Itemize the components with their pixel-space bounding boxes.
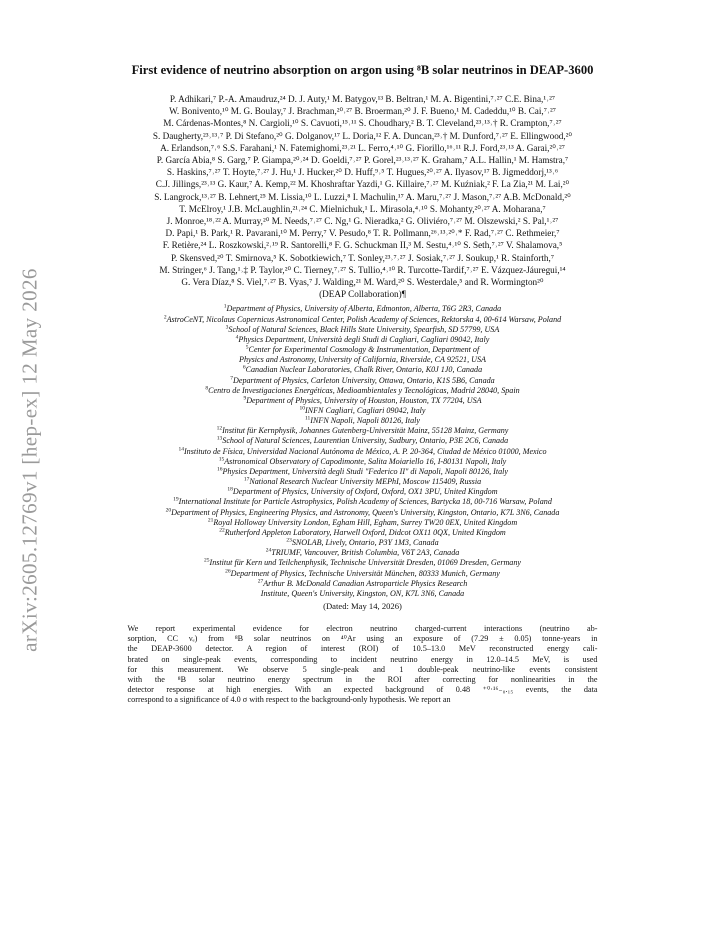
arxiv-identifier: arXiv:2605.12769v1 [hep-ex] 12 May 2026 bbox=[17, 268, 42, 652]
affiliation-line bbox=[55, 376, 670, 386]
affiliation-text: Instituto de Física, Universidad Nacional Autónoma de México, A. P. 20-364, Ciudad de México 01000, Mexico bbox=[183, 446, 547, 456]
affiliation-text: Royal Holloway University London, Egham Hill, Egham, Surrey TW20 0EX, United Kingdom bbox=[213, 517, 518, 527]
affiliation-number: 9 bbox=[243, 395, 247, 402]
abstract bbox=[128, 624, 598, 706]
affiliation-line bbox=[55, 325, 670, 335]
affiliation-text: School of Natural Sciences, Black Hills State University, Spearfish, SD 57799, USA bbox=[228, 324, 500, 334]
affiliation-number: 17 bbox=[243, 476, 250, 483]
affiliation-line bbox=[55, 518, 670, 528]
affiliation-number: 26 bbox=[225, 567, 231, 574]
affiliation-text: Rutherford Appleton Laboratory, Harwell Oxford, Didcot OX11 0QX, United Kingdom bbox=[224, 527, 506, 537]
arxiv-sidebar bbox=[0, 0, 60, 932]
affiliation-line bbox=[55, 304, 670, 314]
author-line: M. Stringer,⁶ J. Tang,¹˒‡ P. Taylor,²⁰ C. Tierney,⁷˒²⁷ S. Tullio,⁴˒¹⁰ R. Turcotte-Tardif,⁷˒²⁷ E. Vázquez-Jáuregui,¹⁴ bbox=[159, 264, 566, 275]
affiliation-text: International Institute for Particle Astrophysics, Polish Academy of Sciences, Bartycka 18, 00-716 Warsaw, Poland bbox=[178, 497, 552, 507]
author-line: P. Adhikari,⁷ P.-A. Amaudruz,²⁴ D. J. Auty,¹ M. Batygov,¹³ B. Beltran,¹ M. A. Bigentini,⁷˒²⁷ C.E. Bina,¹˒²⁷ bbox=[169, 94, 556, 104]
affiliation-number: 13 bbox=[216, 435, 223, 442]
abstract-line: We report experimental evidence for electron neutrino charged-current interactions (neutrino ab- bbox=[127, 623, 598, 633]
affiliation-line bbox=[55, 447, 670, 457]
affiliation-number: 22 bbox=[219, 527, 225, 534]
affiliation-number: 16 bbox=[216, 466, 223, 473]
affiliation-line bbox=[55, 538, 670, 548]
affiliation-line bbox=[55, 355, 670, 365]
affiliation-line bbox=[55, 548, 670, 558]
abstract-line: the DEAP-3600 detector. A region of interest (ROI) of 10.5–13.0 MeV reconstructed energy cali- bbox=[127, 644, 598, 654]
abstract-line: detector response at high energies. With an expected background of 0.48 ⁺⁰·¹⁶₋₀.₁₅ events, the data bbox=[127, 685, 598, 695]
abstract-line: brated on single-peak events, corresponding to incident neutrino energy in 12.0–14.5 MeV, is used bbox=[127, 654, 598, 664]
author-line: P. Skensved,²⁰ T. Smirnova,⁵ K. Sobotkiewich,⁷ T. Sonley,²³˒⁷˒²⁷ J. Sosiak,⁷˒²⁷ J. Soukup,¹ R. Stainforth,⁷ bbox=[170, 252, 555, 263]
affiliation-number: 2 bbox=[163, 313, 167, 320]
affiliation-line bbox=[55, 416, 670, 426]
abstract-line: correspond to a significance of 4.0 σ with respect to the background-only hypothesis. We report an bbox=[127, 695, 451, 705]
author-line: S. Haskins,⁷˒²⁷ T. Hoyte,⁷˒²⁷ J. Hu,¹ J. Hucker,²⁰ D. Huff,⁹˒⁵ T. Hugues,²⁰˒²⁷ A. Ilyasov,¹⁷ B. Jigmeddorj,¹³˒⁶ bbox=[166, 167, 559, 178]
author-line: S. Langrock,¹³˒²⁷ B. Lehnert,²⁵ M. Lissia,¹⁰ L. Luzzi,⁸ I. Machulin,¹⁷ A. Maru,⁷˒²⁷ J. Mason,⁷˒²⁷ A.B. McDonald,²⁰ bbox=[154, 191, 571, 202]
affiliation-text: TRIUMF, Vancouver, British Columbia, V6T 2A3, Canada bbox=[271, 548, 460, 558]
author-line: P. García Abia,⁸ S. Garg,⁷ P. Giampa,²⁰˒²⁴ D. Goeldi,⁷˒²⁷ P. Gorel,²³˒¹³˒²⁷ K. Graham,⁷ A.L. Hallin,¹ M. Hamstra,⁷ bbox=[156, 155, 569, 166]
affiliation-line bbox=[55, 315, 670, 325]
author-line: S. Daugherty,²³˒¹³˒⁷ P. Di Stefano,²⁰ G. Dolganov,¹⁷ L. Doria,¹² F. A. Duncan,²³˒† M. Dunford,⁷˒²⁷ E. Ellingwood,²⁰ bbox=[152, 130, 573, 141]
affiliation-text: Canadian Nuclear Laboratories, Chalk River, Ontario, K0J 1J0, Canada bbox=[245, 365, 483, 375]
affiliation-number: 15 bbox=[218, 456, 225, 463]
author-line: T. McElroy,¹ J.B. McLaughlin,²¹˒²⁴ C. Mielnichuk,¹ L. Mirasola,⁴˒¹⁰ S. Mohanty,²⁰˒²⁷ A. Moharana,⁷ bbox=[179, 203, 546, 214]
abstract-line: sorption, CC νₑ) from ⁸B solar neutrinos on ⁴⁰Ar using an exposure of (7.29 ± 0.05) tonne-years in bbox=[127, 634, 598, 644]
affiliation-text: Institut für Kern und Teilchenphysik, Technische Universität Dresden, 01069 Dresden, Germany bbox=[209, 558, 521, 568]
affiliation-text: Institut für Kernphysik, Johannes Gutenberg-Universität Mainz, 55128 Mainz, Germany bbox=[222, 426, 509, 436]
affiliation-line bbox=[55, 426, 670, 436]
author-line: C.J. Jillings,²³˒¹³ G. Kaur,⁷ A. Kemp,²² M. Khoshraftar Yazdi,¹ G. Killaire,⁷˒²⁷ M. Kuźniak,² F. La Zia,²¹ M. Lai,²⁰ bbox=[155, 179, 570, 190]
affiliation-text: Department of Physics, Carleton University, Ottawa, Ontario, K1S 5B6, Canada bbox=[233, 375, 495, 385]
affiliation-number: 3 bbox=[225, 324, 229, 331]
affiliation-line bbox=[55, 497, 670, 507]
affiliation-number: 8 bbox=[205, 385, 209, 392]
affiliation-number: 24 bbox=[265, 547, 272, 554]
affiliation-text: Physics Department, Università degli Studi "Federico II" di Napoli, Napoli 80126, Italy bbox=[222, 466, 509, 476]
author-line: A. Erlandson,⁷˒⁶ S.S. Farahani,¹ N. Fatemighomi,²³˒²¹ L. Ferro,⁴˒¹⁰ G. Fiorillo,¹⁶˒¹¹ R.J. Ford,²³˒¹³ A. Garai,²⁰˒²⁷ bbox=[160, 142, 565, 153]
affiliation-text: Department of Physics, University of Alberta, Edmonton, Alberta, T6G 2R3, Canada bbox=[226, 304, 502, 314]
affiliation-number: 1 bbox=[223, 303, 227, 310]
affiliation-number: 19 bbox=[173, 496, 179, 503]
affiliation-text: Astronomical Observatory of Capodimonte, Salita Moiariello 16, I-80131 Napoli, Italy bbox=[224, 456, 507, 466]
affiliation-text: School of Natural Sciences, Laurentian University, Sudbury, Ontario, P3E 2C6, Canada bbox=[222, 436, 509, 446]
affiliation-number: 11 bbox=[304, 415, 311, 422]
author-line: D. Papi,¹ B. Park,¹ R. Pavarani,¹⁰ M. Perry,⁷ V. Pesudo,⁸ T. R. Pollmann,²⁶˒¹³˒²⁰˒* F. Rad,⁷˒²⁷ C. Rethmeier,⁷ bbox=[165, 228, 560, 239]
affiliation-line bbox=[55, 477, 670, 487]
author-line: F. Retière,²⁴ L. Roszkowski,²˒¹⁹ R. Santorelli,⁸ F. G. Schuckman II,³ M. Sestu,⁴˒¹⁰ S. Seth,⁷˒²⁷ V. Shalamova,⁵ bbox=[162, 240, 563, 251]
affiliation-line bbox=[55, 365, 670, 375]
affiliation-text: Department of Physics, Technische Universität München, 80333 Munich, Germany bbox=[230, 568, 500, 578]
affiliation-text: Arthur B. McDonald Canadian Astroparticle Physics Research bbox=[263, 578, 468, 588]
affiliation-line bbox=[55, 558, 670, 568]
affiliation-line bbox=[55, 436, 670, 446]
affiliation-text: Physics Department, Università degli Studi di Cagliari, Cagliari 09042, Italy bbox=[238, 334, 490, 344]
affiliation-line bbox=[55, 457, 670, 467]
affiliation-line bbox=[55, 335, 670, 345]
paper-title: First evidence of neutrino absorption on argon using ⁸B solar neutrinos in DEAP-3600 bbox=[131, 63, 594, 77]
affiliation-number: 25 bbox=[204, 557, 210, 564]
affiliation-line bbox=[55, 345, 670, 355]
affiliation-number: 23 bbox=[286, 537, 292, 544]
affiliation-line bbox=[55, 579, 670, 589]
affiliation-number: 20 bbox=[165, 506, 172, 513]
affiliation-line bbox=[55, 569, 670, 579]
affiliation-text: INFN Napoli, Napoli 80126, Italy bbox=[310, 416, 420, 426]
affiliation-text: Department of Physics, University of Oxford, Oxford, OX1 3PU, United Kingdom bbox=[232, 487, 498, 497]
affiliation-number: 7 bbox=[230, 374, 234, 381]
affiliation-text: Center for Experimental Cosmology & Instrumentation, Department of bbox=[248, 345, 480, 355]
affiliation-list bbox=[55, 304, 670, 599]
author-line: M. Cárdenas-Montes,⁸ N. Cargioli,¹⁰ S. Cavuoti,¹⁵˒¹¹ S. Choudhary,² B. T. Cleveland,²³˒¹³˒† R. Crampton,⁷˒²⁷ bbox=[163, 118, 562, 129]
affiliation-text: Department of Physics, University of Houston, Houston, TX 77204, USA bbox=[246, 395, 482, 405]
affiliation-line bbox=[55, 467, 670, 477]
author-list bbox=[55, 93, 670, 300]
affiliation-text: Physics and Astronomy, University of California, Riverside, CA 92521, USA bbox=[239, 355, 486, 365]
dated-line: (Dated: May 14, 2026) bbox=[323, 600, 402, 611]
affiliation-text: Department of Physics, Engineering Physics, and Astronomy, Queen's University, Kingston, Ontario, K7L 3N6, Canada bbox=[171, 507, 560, 517]
affiliation-line bbox=[55, 406, 670, 416]
affiliation-line bbox=[55, 386, 670, 396]
abstract-line: with the ⁸B solar neutrino energy spectrum in the ROI after correcting for nonlinearities in the bbox=[127, 675, 598, 684]
affiliation-number: 10 bbox=[299, 405, 305, 412]
affiliation-number: 12 bbox=[216, 425, 223, 432]
affiliation-line bbox=[55, 487, 670, 497]
affiliation-text: Centro de Investigaciones Energéticas, Medioambientales y Tecnológicas, Madrid 28040, Spain bbox=[208, 385, 520, 395]
affiliation-text: INFN Cagliari, Cagliari 09042, Italy bbox=[304, 406, 426, 416]
affiliation-number: 14 bbox=[178, 445, 184, 452]
affiliation-number: 18 bbox=[227, 486, 233, 493]
affiliation-line bbox=[55, 508, 670, 518]
affiliation-number: 5 bbox=[245, 344, 249, 351]
affiliation-number: 6 bbox=[242, 364, 246, 371]
affiliation-text: Institute, Queen's University, Kingston, ON, K7L 3N6, Canada bbox=[260, 588, 465, 598]
affiliation-text: SNOLAB, Lively, Ontario, P3Y 1M3, Canada bbox=[291, 538, 439, 548]
collaboration-name: (DEAP Collaboration)¶ bbox=[319, 289, 406, 300]
affiliation-text: AstroCeNT, Nicolaus Copernicus Astronomical Center, Polish Academy of Sciences, Rektorska 4, 00-614 Warsaw, Poland bbox=[166, 314, 562, 324]
author-line: G. Vera Díaz,⁸ S. Viel,⁷˒²⁷ B. Vyas,⁷ J. Walding,²¹ M. Ward,²⁰ S. Westerdale,⁵ and R. Wormington²⁰ bbox=[181, 277, 544, 288]
affiliation-line bbox=[55, 396, 670, 406]
author-line: W. Bonivento,¹⁰ M. G. Boulay,⁷ J. Brachman,²⁰˒²⁷ B. Broerman,²⁰ J. F. Bueno,¹ M. Cadeddu,¹⁰ B. Cai,⁷˒²⁷ bbox=[169, 106, 556, 117]
affiliation-text: National Research Nuclear University MEPhI, Moscow 115409, Russia bbox=[249, 477, 482, 487]
affiliation-number: 21 bbox=[207, 517, 214, 524]
affiliation-line bbox=[55, 528, 670, 538]
paper-page bbox=[55, 62, 670, 706]
abstract-line: for this measurement. We observe 5 single-peak and 1 double-peak neutrino-like events consistent bbox=[127, 664, 598, 674]
affiliation-line bbox=[55, 589, 670, 599]
author-line: J. Monroe,¹⁸˒²² A. Murray,²⁰ M. Needs,⁷˒²⁷ C. Ng,¹ G. Nieradka,² G. Oliviéro,⁷˒²⁷ M. Olszewski,² S. Pal,¹˒²⁷ bbox=[166, 216, 559, 227]
affiliation-number: 27 bbox=[257, 577, 264, 584]
affiliation-number: 4 bbox=[235, 334, 239, 341]
